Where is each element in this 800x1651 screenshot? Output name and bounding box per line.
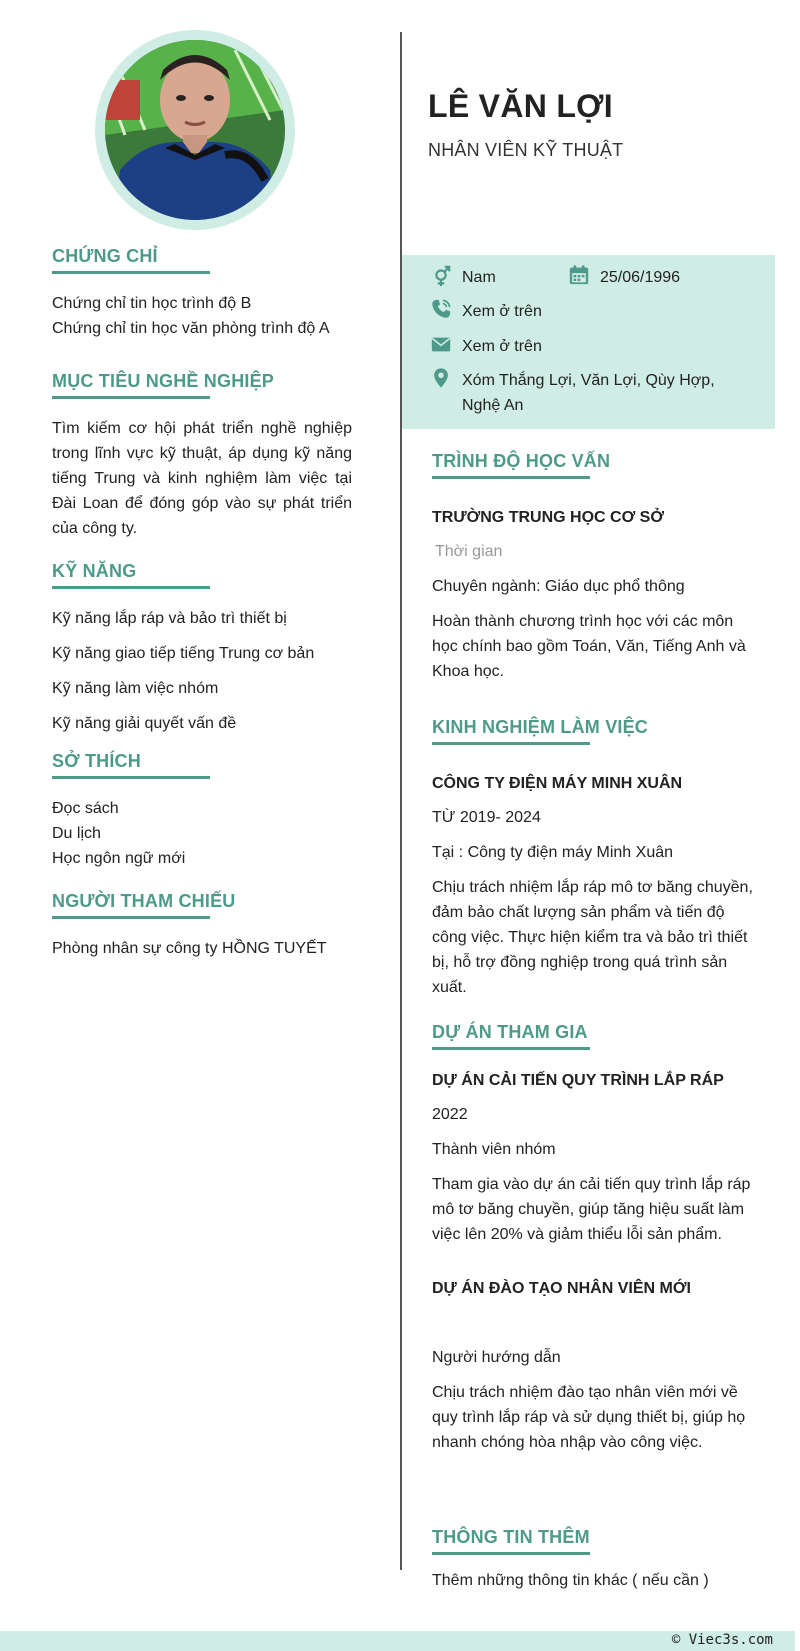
project-role: Thành viên nhóm [432, 1141, 556, 1158]
project-role: Người hướng dẫn [432, 1349, 561, 1366]
project-year: 2022 [432, 1106, 468, 1123]
section-underline [52, 776, 210, 779]
certificate-item: Chứng chỉ tin học văn phòng trình độ A [52, 320, 330, 337]
full-name: LÊ VĂN LỢI [428, 88, 613, 124]
section-underline [52, 916, 210, 919]
skill-item: Kỹ năng giải quyết vấn đề [52, 715, 237, 732]
gender-icon [430, 265, 452, 287]
profile-photo [105, 40, 285, 220]
additional-section [432, 1527, 762, 1593]
phone-icon [430, 298, 452, 320]
email-value: Xem ở trên [462, 338, 542, 355]
experience-period: TỪ 2019- 2024 [432, 809, 541, 826]
skills-section [52, 561, 352, 746]
skill-item: Kỹ năng lắp ráp và bảo trì thiết bị [52, 610, 287, 627]
birthdate-value: 25/06/1996 [600, 269, 681, 286]
project-description: Chịu trách nhiệm đào tạo nhân viên mới về quy trình lắp ráp và sử dụng thiết bị, giúp họ nhanh chóng hòa nhập vào công việc. [432, 1384, 746, 1451]
additional-text: Thêm những thông tin khác ( nếu cần ) [432, 1572, 709, 1589]
education-title: TRÌNH ĐỘ HỌC VẤN [432, 451, 611, 471]
certificates-section [52, 246, 352, 341]
education-section [432, 451, 762, 684]
phone-value: Xem ở trên [462, 303, 542, 320]
objective-section [52, 371, 352, 541]
education-time: Thời gian [435, 543, 503, 560]
hobbies-title: SỞ THÍCH [52, 751, 141, 771]
skill-item: Kỹ năng làm việc nhóm [52, 680, 219, 697]
company-name: CÔNG TY ĐIỆN MÁY MINH XUÂN [432, 775, 683, 792]
projects-title: DỰ ÁN THAM GIA [432, 1022, 588, 1042]
skill-item: Kỹ năng giao tiếp tiếng Trung cơ bản [52, 645, 315, 662]
projects-section [432, 1022, 762, 1455]
email-icon [430, 333, 452, 355]
section-underline [52, 271, 210, 274]
hobbies-section [52, 751, 352, 871]
section-underline [432, 1047, 590, 1050]
contact-panel [402, 255, 775, 429]
hobby-item: Học ngôn ngữ mới [52, 850, 186, 867]
section-underline [432, 476, 590, 479]
hobby-item: Đọc sách [52, 800, 119, 817]
section-underline [52, 586, 210, 589]
experience-section [432, 717, 762, 1000]
references-text: Phòng nhân sự công ty HỒNG TUYẾT [52, 940, 327, 957]
copyright-text: © Viec3s.com [671, 1632, 773, 1648]
additional-title: THÔNG TIN THÊM [432, 1527, 590, 1547]
education-major: Chuyên ngành: Giáo dục phổ thông [432, 578, 685, 595]
objective-text: Tìm kiếm cơ hội phát triển nghề nghiệp trong lĩnh vực kỹ thuật, áp dụng kỹ năng tiếng Trung và kinh nghiệm làm việc tại Đài Loan để đóng góp vào sự phát triển của công ty. [52, 420, 352, 537]
experience-description: Chịu trách nhiệm lắp ráp mô tơ băng chuyền, đảm bảo chất lượng sản phẩm và tiến độ công việc. Thực hiện kiểm tra và bảo trì thiết bị, hỗ trợ đồng nghiệp trong quá trình sản xuất. [432, 879, 753, 996]
footer-bar [0, 1631, 795, 1651]
project-description: Tham gia vào dự án cải tiến quy trình lắp ráp mô tơ băng chuyền, giúp tăng hiệu suất làm việc lên 20% và giảm thiểu lỗi sản phẩm. [432, 1176, 751, 1243]
avatar [95, 30, 295, 230]
location-pin-icon [430, 367, 452, 389]
experience-title: KINH NGHIỆM LÀM VIỆC [432, 717, 649, 737]
objective-title: MỤC TIÊU NGHỀ NGHIỆP [52, 371, 275, 391]
section-underline [52, 396, 210, 399]
project-name: DỰ ÁN ĐÀO TẠO NHÂN VIÊN MỚI [432, 1280, 691, 1297]
hobby-item: Du lịch [52, 825, 101, 842]
school-name: TRƯỜNG TRUNG HỌC CƠ SỞ [432, 509, 664, 526]
section-underline [432, 742, 590, 745]
references-section [52, 891, 352, 961]
education-description: Hoàn thành chương trình học với các môn học chính bao gồm Toán, Văn, Tiếng Anh và Khoa học. [432, 613, 746, 680]
certificates-title: CHỨNG CHỈ [52, 246, 158, 266]
skills-title: KỸ NĂNG [52, 561, 137, 581]
job-title: NHÂN VIÊN KỸ THUẬT [428, 140, 624, 160]
address-line1: Xóm Thắng Lợi, Văn Lợi, Qùy Hợp, [462, 372, 715, 389]
section-underline [432, 1552, 590, 1555]
references-title: NGƯỜI THAM CHIẾU [52, 891, 236, 911]
experience-location: Tại : Công ty điện máy Minh Xuân [432, 844, 674, 861]
calendar-icon [568, 264, 590, 286]
address-line2: Nghệ An [462, 397, 524, 414]
certificate-item: Chứng chỉ tin học trình độ B [52, 295, 252, 312]
project-name: DỰ ÁN CẢI TIẾN QUY TRÌNH LẮP RÁP [432, 1072, 724, 1089]
gender-value: Nam [462, 269, 496, 286]
